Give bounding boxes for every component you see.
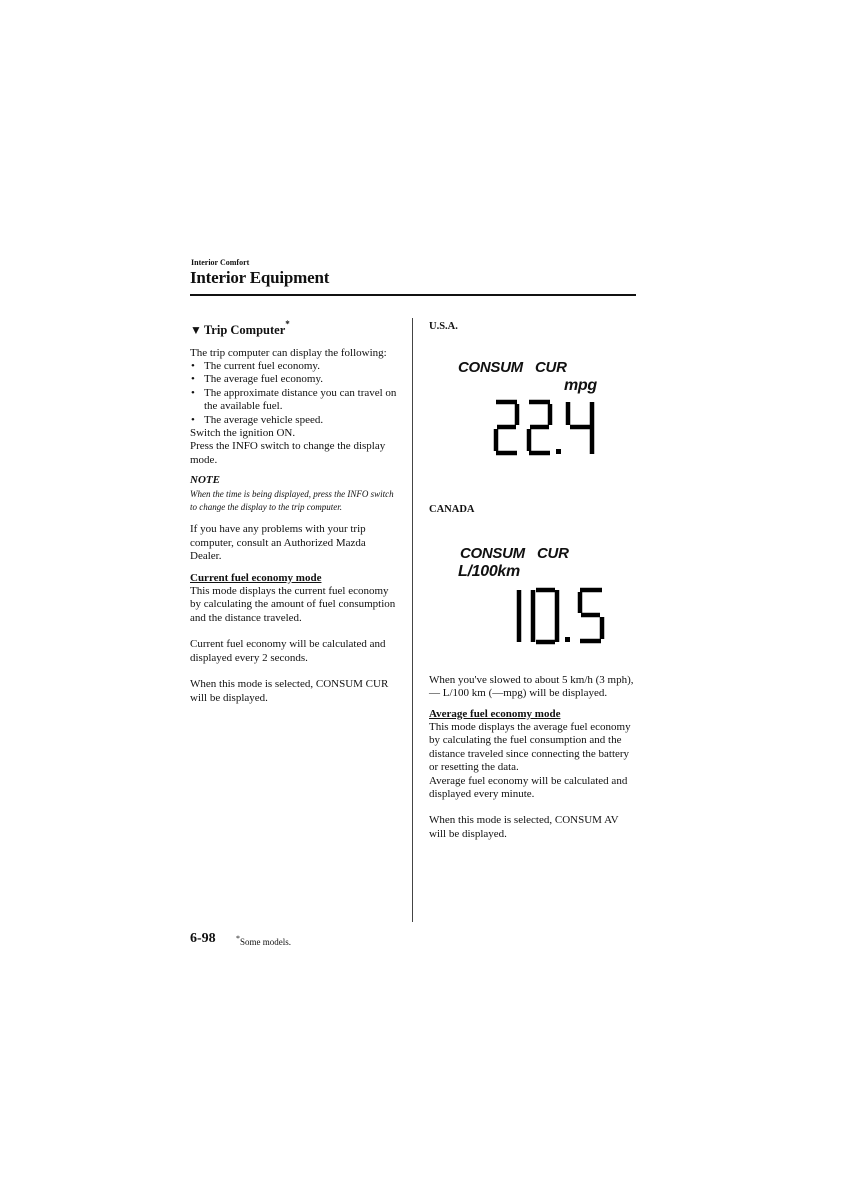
canada-mode-consum: CONSUM [460, 544, 525, 562]
usa-lcd-display [429, 361, 629, 479]
usa-segment-value [487, 399, 607, 457]
title-rule [190, 294, 636, 296]
slow-speed-text: When you've slowed to about 5 km/h (3 mph), — L/100 km (—mpg) will be displayed. [429, 673, 634, 700]
right-column [429, 318, 637, 841]
list-item: • The current fuel economy. [190, 360, 398, 373]
intro-text: The trip computer can display the following: [190, 346, 387, 359]
average-mode-description: This mode displays the average fuel economy by calculating the fuel consumption and the distance traveled since connecting the battery or resetting the data. [429, 721, 631, 774]
current-mode-display: When this mode is selected, CONSUM CUR will be displayed. [190, 678, 389, 704]
step-info-switch: Press the INFO switch to change the display mode. [190, 440, 386, 466]
section-label: Interior Comfort [191, 258, 250, 267]
left-column [190, 318, 398, 705]
column-divider [412, 318, 413, 922]
canada-lcd-display [429, 544, 629, 665]
page-number: 6-98 [190, 931, 216, 946]
heading-text: Trip Computer [203, 323, 286, 338]
some-models-mark: * [285, 319, 290, 329]
note-text: When the time is being displayed, press the INFO switch to change the display to the trip computer. [190, 488, 394, 513]
average-mode-interval: Average fuel economy will be calculated and displayed every minute. [429, 774, 628, 801]
footer-note-mark: * [236, 934, 240, 943]
usa-mode-consum: CONSUM [458, 359, 523, 377]
footer-note [236, 934, 291, 947]
usa-mode-cur: CUR [535, 359, 567, 377]
feature-list [190, 360, 398, 427]
average-mode-heading: Average fuel economy mode [429, 707, 561, 720]
average-mode-display: When this mode is selected, CONSUM AV will be displayed. [429, 814, 619, 840]
canada-unit: L/100km [458, 562, 520, 580]
list-item: • The approximate distance you can travel on the available fuel. [190, 387, 398, 414]
step-ignition: Switch the ignition ON. [190, 427, 296, 439]
canada-segment-value [509, 587, 629, 645]
list-item: • The average fuel economy. [190, 373, 398, 386]
trip-computer-heading [190, 320, 398, 338]
canada-mode-cur: CUR [537, 544, 569, 562]
canada-label: CANADA [429, 504, 475, 516]
current-mode-heading: Current fuel economy mode [190, 571, 322, 584]
triangle-marker-icon: ▼ [190, 323, 202, 338]
current-mode-description: This mode displays the current fuel economy by calculating the amount of fuel consumption and the distance traveled. [190, 585, 396, 624]
usa-unit: mpg [564, 377, 597, 395]
note-title: NOTE [190, 474, 220, 487]
usa-label: U.S.A. [429, 321, 458, 332]
list-item: • The average vehicle speed. [190, 414, 398, 427]
problems-text: If you have any problems with your trip computer, consult an Authorized Mazda Dealer. [190, 523, 366, 563]
footer-note-text: Some models. [240, 937, 291, 947]
page-title: Interior Equipment [190, 268, 330, 287]
current-mode-interval: Current fuel economy will be calculated and displayed every 2 seconds. [190, 638, 386, 664]
